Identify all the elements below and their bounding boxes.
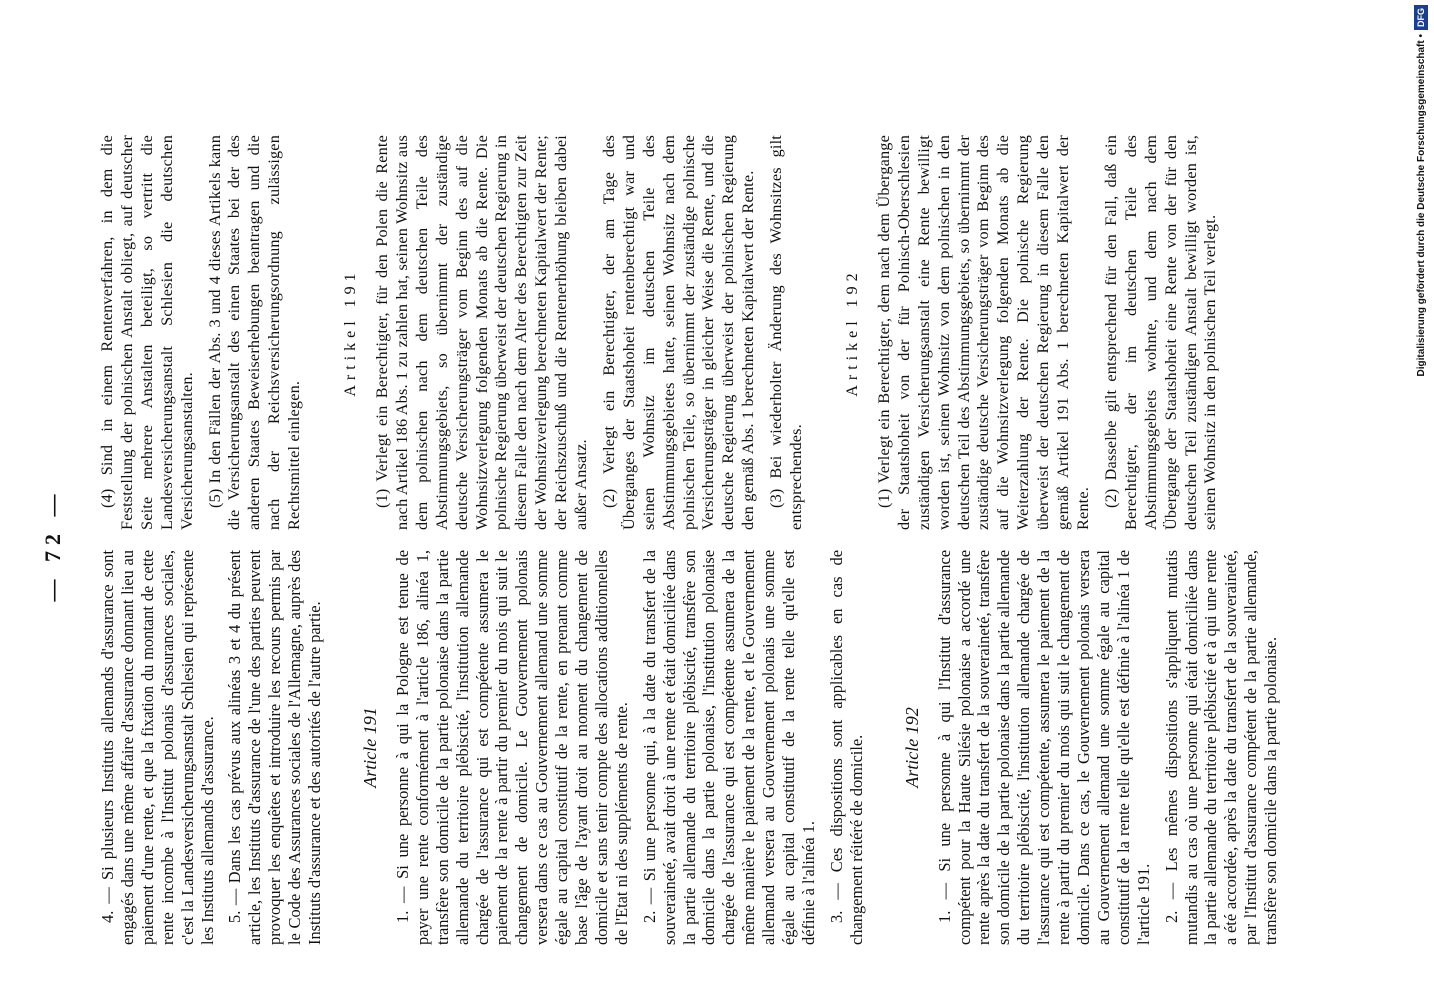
de-artikel-191-para-1: (1) Verlegt ein Berechtigter, für den Polen die Rente nach Artikel 186 Abs. 1 zu zahlen hat, seinen Wohnsitz aus dem polnischen nach dem deutschen Teile des Abstimmungsgebiets, so übernimmt der zuständige deutsche Versicherungsträger vom Beginn des auf die Wohnsitzverlegung folgenden Monats ab die Rente. Die polnische Regierung überweist der deutschen Regierung in diesem Falle den nach dem Alter des Berechtigten zur Zeit der Wohnsitzverlegung berechneten Kapitalwert der Rente; der Reichszuschuß und die Rentenerhöhung bleiben dabei außer Ansatz. <box>372 135 591 530</box>
german-column <box>98 135 1229 530</box>
de-heading-artikel-192: Artikel 192 <box>844 268 861 397</box>
fr-article-191-para-1: 1. — Si une personne à qui la Pologne est tenue de payer une rente conformément à l'article 186, alinéa 1, transfère son domicile de la partie polonaise dans la partie allemande du territoire plébiscité, l'institution allemande chargée de l'assurance qui est compétente assumera le paiement de la rente à partir du premier du mois qui suit le changement de domicile. Le Gouvernement polonais versera dans ce cas au Gouvernement allemand une somme égale au capital constitutif de la rente, en prenant comme base l'âge de l'ayant droit au moment du changement de domicile et sans tenir compte des allocations additionnelles de l'Etat ni des suppléments de rente. <box>392 550 631 945</box>
fr-article-191-para-3: 3. — Ces dispositions sont applicables en cas de changement réitéré de domicile. <box>826 550 866 945</box>
fr-article-192-para-2: 2. — Les mêmes dispositions s'appliquent mutatis mutandis au cas où une personne qui était domiciliée dans la partie allemande du territoire plébiscité et à qui une rente a été accordée, après la date du transfert de la souveraineté, par l'Institut d'assurance compétent de la partie allemande, transfère son domicile dans la partie polonaise. <box>1161 550 1281 945</box>
page-number: — 72 — <box>40 488 65 602</box>
digitization-credit <box>1410 10 1430 995</box>
fr-paragraph-5: 5. — Dans les cas prévus aux alinéas 3 et 4 du présent article, les Instituts d'assurance de l'une des parties peuvent provoquer les enquêtes et introduire les recours permis par le Code des Assurances sociales de l'Allemagne, auprès des Instituts d'assurance et des autorités de l'autre partie. <box>225 550 325 945</box>
fr-article-192-para-1: 1. — Si une personne à qui l'Institut d'assurance compétent pour la Haute Silésie polonaise a accordé une rente après la date du transfert de la souveraineté, transfère son domicile de la partie polonaise dans la partie allemande du territoire plébiscité, l'institution allemande chargée de l'assurance qui est compétente, assumera le paiement de la rente à partir du premier du mois qui suit le changement de domicile. Dans ce cas, le Gouvernement polonais versera au Gouvernement allemand une somme égale au capital constitutif de la rente telle qu'elle est définie à l'alinéa 1 de l'article 191. <box>934 550 1153 945</box>
fr-heading-article-192: Article 192 <box>901 707 922 788</box>
dfg-logo: DFG <box>1414 5 1428 30</box>
de-artikel-192-para-1: (1) Verlegt ein Berechtigter, dem nach dem Übergange der Staatshoheit von der für Polnisch-Oberschlesien zuständigen Versicherungsanstalt eine Rente bewilligt worden ist, seinen Wohnsitz von dem polnischen in den deutschen Teil des Abstimmungsgebiets, so übernimmt der zuständige deutsche Versicherungsträger vom Beginn des auf die Wohnsitzverlegung folgenden Monats ab die Weiterzahlung der Rente. Die polnische Regierung überweist der deutschen Regierung in diesem Falle den gemäß Artikel 191 Abs. 1 berechneten Kapitalwert der Rente. <box>874 135 1092 530</box>
fr-heading-article-191: Article 191 <box>359 707 380 788</box>
de-paragraph-5: (5) In den Fällen der Abs. 3 und 4 dieses Artikels kann die Versicherungsanstalt des einen Staates bei der des anderen Staates Beweiserhebungen beantragen und die nach der Reichsversicherungsordnung zulässigen Rechtsmittel einlegen. <box>205 135 304 530</box>
document-page <box>40 135 1420 955</box>
de-heading-artikel-191: Artikel 191 <box>342 268 360 397</box>
de-artikel-192-para-2: (2) Dasselbe gilt entsprechend für den Fall, daß ein Berechtigter, der im deutschen Teile des Abstimmungsgebiets wohnte, und dem nach dem Übergange der Staatshoheit eine Rente von der für den deutschen Teil zuständigen Anstalt bewilligt worden ist, seinen Wohnsitz in den polnischen Teil verlegt. <box>1101 135 1220 530</box>
de-artikel-191-para-3: (3) Bei wiederholter Änderung des Wohnsitzes gilt entsprechendes. <box>767 135 806 530</box>
french-column <box>98 550 1289 945</box>
de-artikel-191-para-2: (2) Verlegt ein Berechtigter, der am Tage des Überganges der Staatshoheit rentenberechtigt war und seinen Wohnsitz im deutschen Teile des Abstimmungsgebietes hatte, seinen Wohnsitz nach dem polnischen Teile, so übernimmt der zuständige polnische Versicherungsträger in gleicher Weise die Rente, und die deutsche Regierung überweist der polnischen Regierung den gemäß Abs. 1 berechneten Kapitalwert der Rente. <box>599 135 758 530</box>
de-paragraph-4: (4) Sind in einem Rentenverfahren, in dem die Feststellung der polnischen Anstalt obliegt, auf deutscher Seite mehrere Anstalten beteiligt, so vertritt die Landesversicherungsanstalt Schlesien die deutschen Versicherungsanstalten. <box>98 135 196 530</box>
fr-paragraph-4: 4. — Si plusieurs Instituts allemands d'assurance sont engagés dans une même affaire d'assurance donnant lieu au paiement d'une rente, et que la fixation du montant de cette rente incombe à l'Institut polonais d'assurances sociales, c'est la Landesversicherungsanstalt Schlesien qui représente les Instituts allemands d'assurance. <box>98 550 217 945</box>
digitization-credit-text: Digitalisierung gefördert durch die Deutsche Forschungsgemeinschaft • <box>1416 34 1427 377</box>
fr-article-191-para-2: 2. — Si une personne qui, à la date du transfert de la souveraineté, avait droit à une rente et était domiciliée dans la partie allemande du territoire plébiscité, transfère son domicile dans la partie polonaise, l'institution polonaise chargée de l'assurance qui est compétente assumera de la même manière le paiement de la rente, et le Gouvernement allemand versera au Gouvernement polonais une somme égale au capital constitutif de la rente telle qu'elle est définie à l'alinéa 1. <box>639 550 818 945</box>
